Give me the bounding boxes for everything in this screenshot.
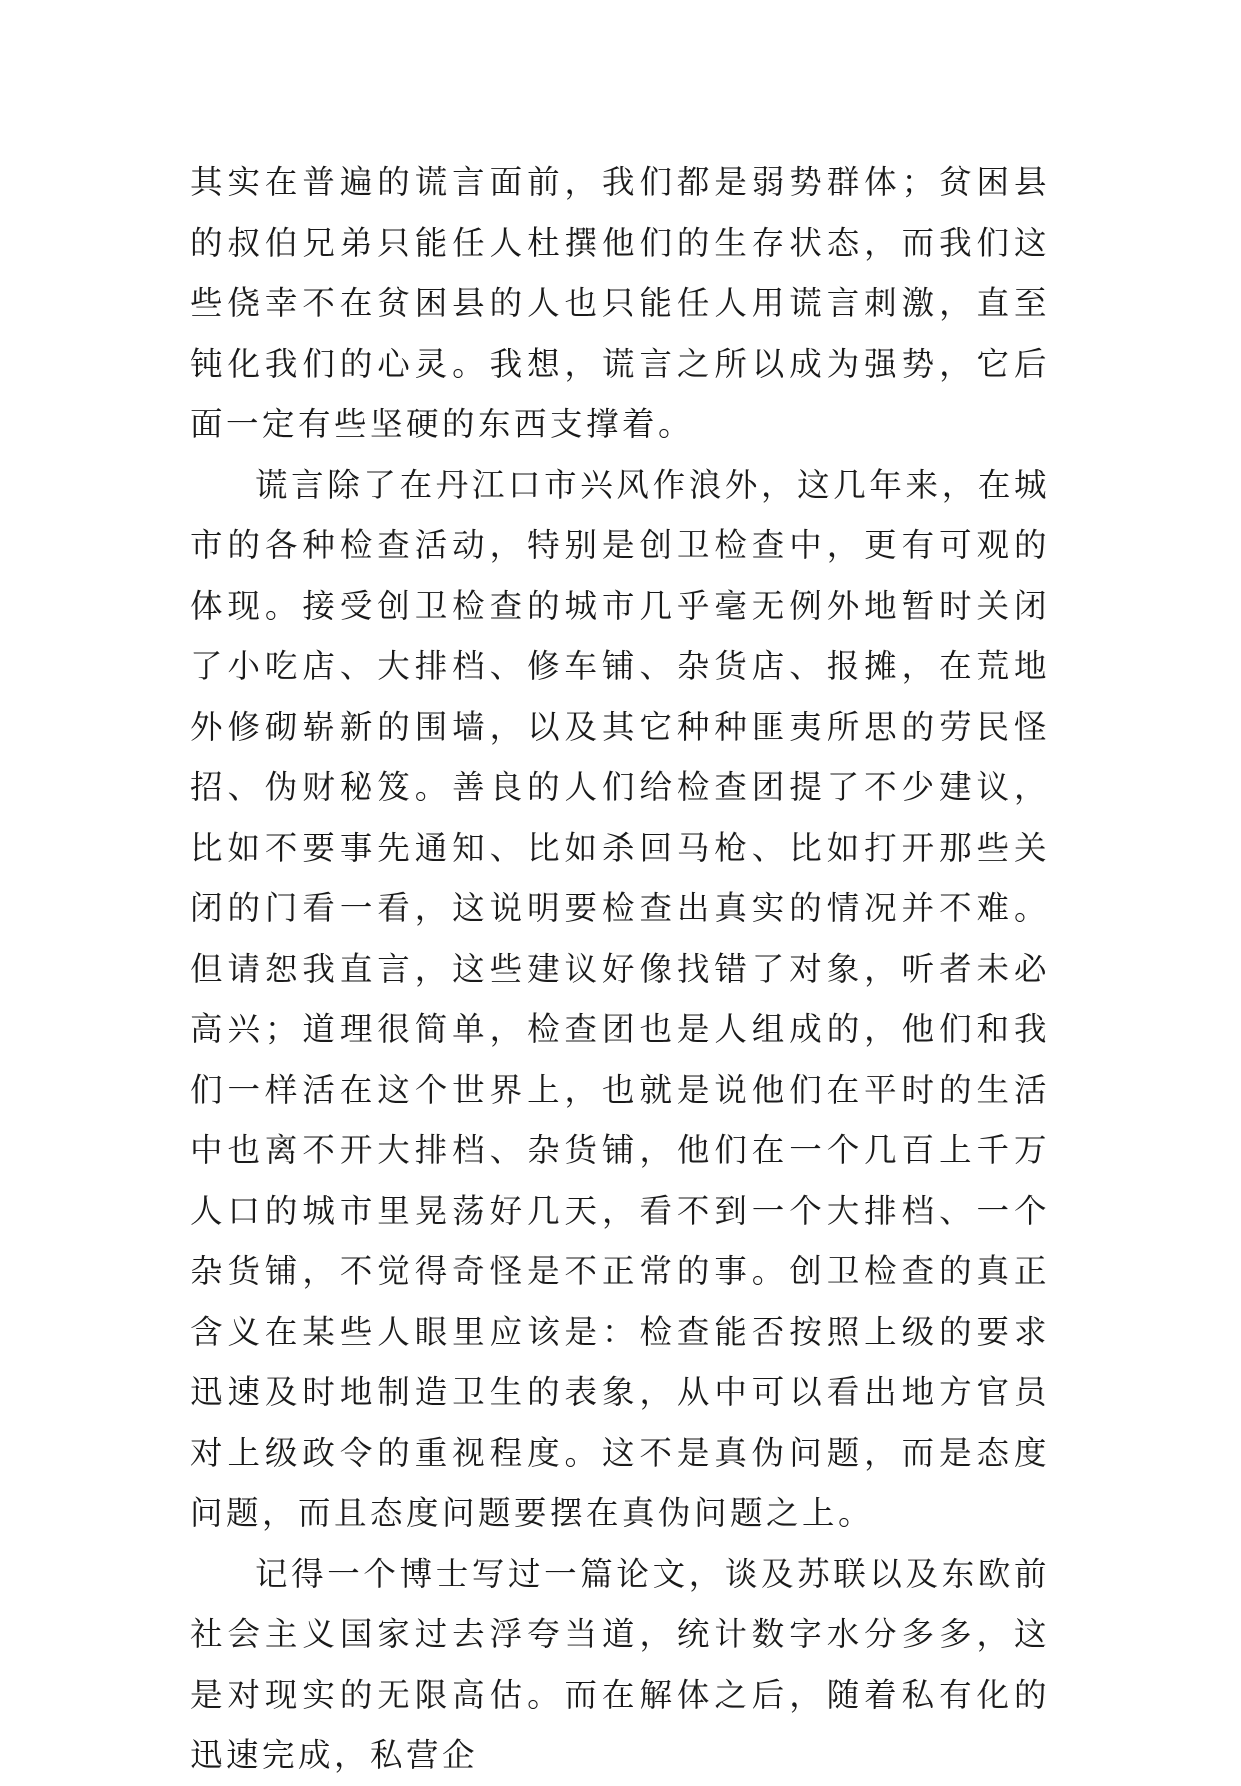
paragraph-3: 记得一个博士写过一篇论文，谈及苏联以及东欧前社会主义国家过去浮夸当道，统计数字水分多多，这是对现实的无限高估。而在解体之后，随着私有化的迅速完成，私营企 <box>190 1554 1050 1774</box>
paragraph-1: 其实在普遍的谎言面前，我们都是弱势群体；贫困县的叔伯兄弟只能任人杜撰他们的生存状态，而我们这些侥幸不在贫困县的人也只能任人用谎言刺激，直至钝化我们的心灵。我想，谎言之所以成为强势，它后面一定有些坚硬的东西支撑着。 <box>190 163 1050 443</box>
document-body <box>190 152 1050 1786</box>
paragraph-2: 谎言除了在丹江口市兴风作浪外，这几年来，在城市的各种检查活动，特别是创卫检查中，更有可观的体现。接受创卫检查的城市几乎毫无例外地暂时关闭了小吃店、大排档、修车铺、杂货店、报摊，在荒地外修砌崭新的围墙，以及其它种种匪夷所思的劳民怪招、伪财秘笈。善良的人们给检查团提了不少建议，比如不要事先通知、比如杀回马枪、比如打开那些关闭的门看一看，这说明要检查出真实的情况并不难。但请恕我直言，这些建议好像找错了对象，听者未必高兴；道理很简单，检查团也是人组成的，他们和我们一样活在这个世界上，也就是说他们在平时的生活中也离不开大排档、杂货铺，他们在一个几百上千万人口的城市里晃荡好几天，看不到一个大排档、一个杂货铺，不觉得奇怪是不正常的事。创卫检查的真正含义在某些人眼里应该是：检查能否按照上级的要求迅速及时地制造卫生的表象，从中可以看出地方官员对上级政令的重视程度。这不是真伪问题，而是态度问题，而且态度问题要摆在真伪问题之上。 <box>190 465 1050 1532</box>
